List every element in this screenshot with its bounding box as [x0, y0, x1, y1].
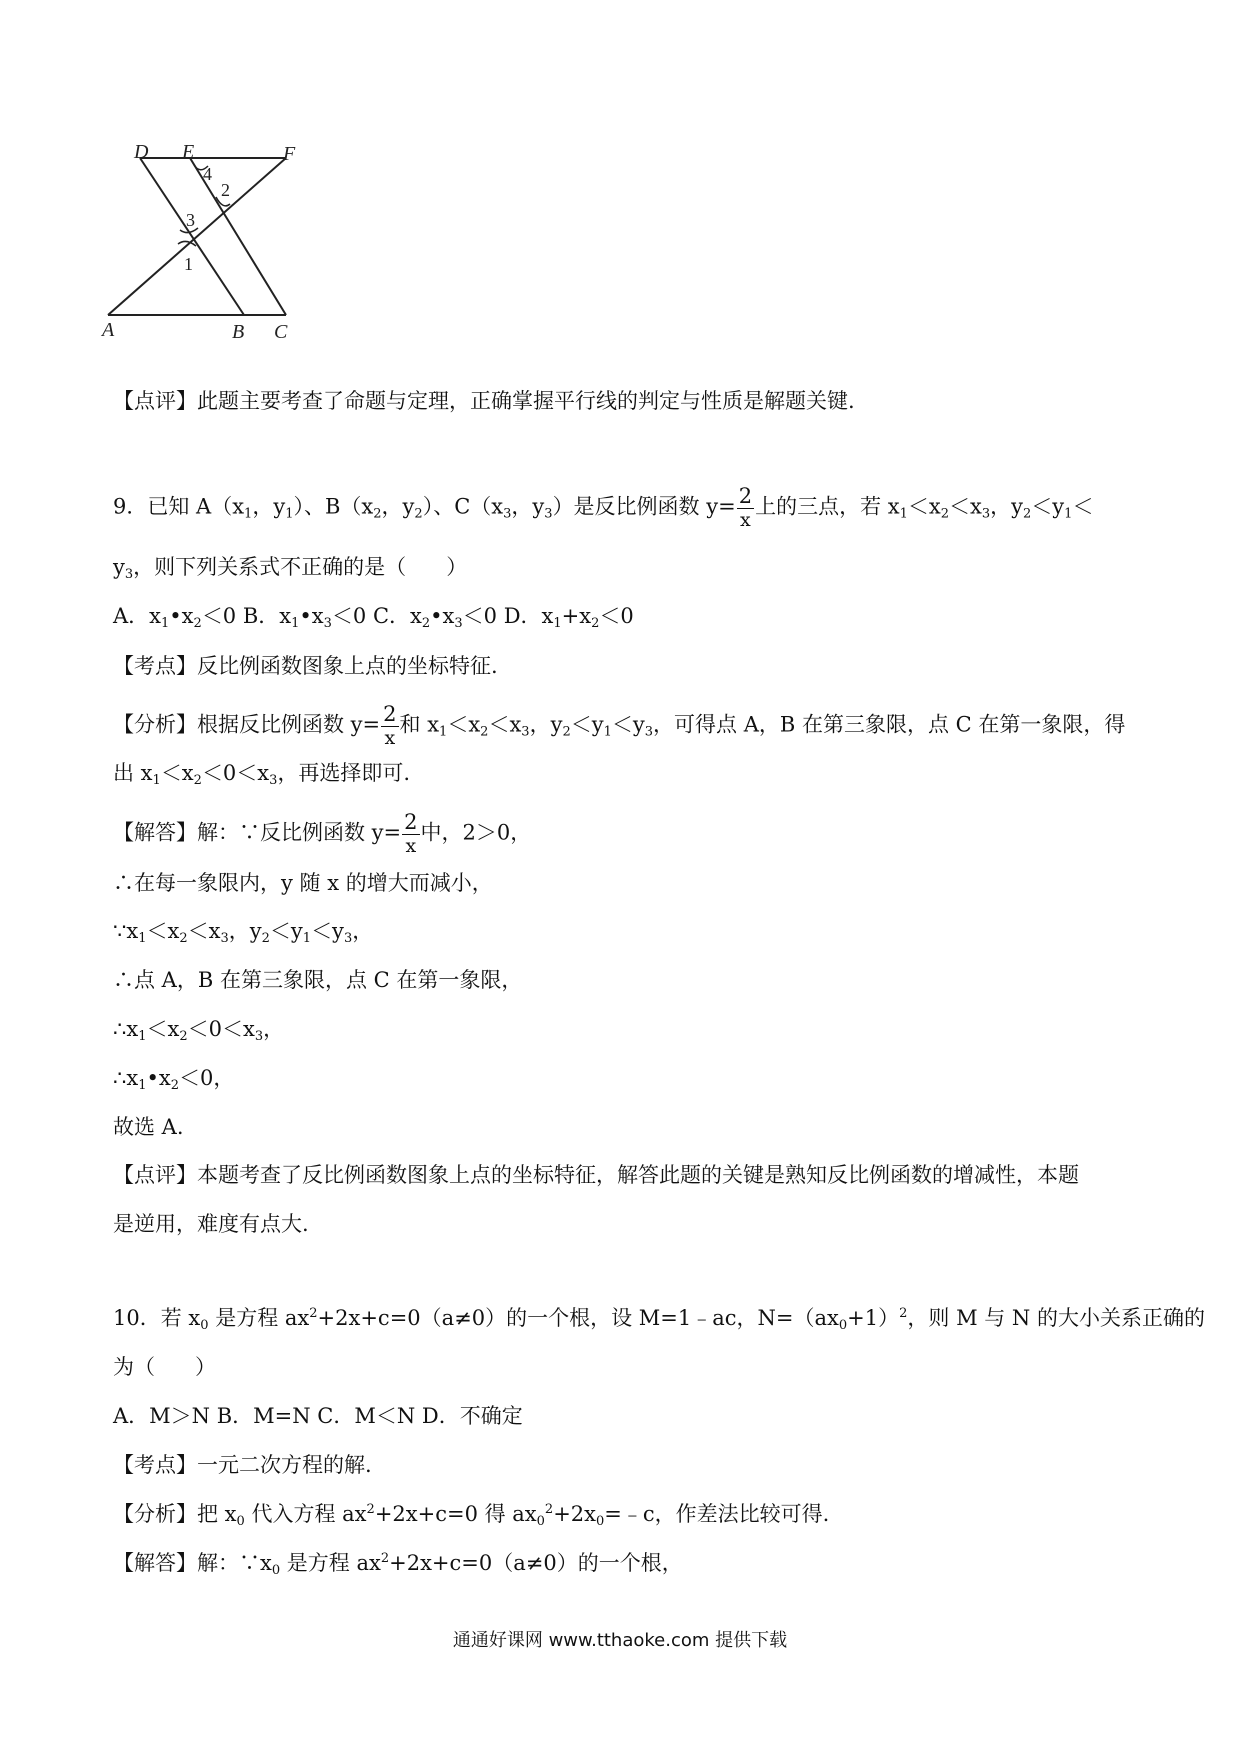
q9-analysis-line1: 【分析】根据反比例函数 y= $\frac{2}{x}$ 和 $x_1<x_2<x_3$，$y_2<y_1<y_3$，可得点 A，B 在第三象限，点 C 在第一象限，得 [113, 702, 1126, 749]
q10-answer-line1: 【解答】解：$\because x_0$ 是方程 $ax^2+2x+c=0(a\ne 0)$的一个根， [113, 1551, 683, 1578]
prev-review: 【点评】此题主要考查了命题与定理，正确掌握平行线的判定与性质是解题关键. [113, 389, 855, 413]
label-angle-4: 4 [203, 164, 212, 184]
page-footer: 通通好课网 www.tthaoke.com 提供下载 [452, 1630, 788, 1651]
q9-answer-line5: $\therefore x_1<x_2<0<x_3$， [113, 1017, 285, 1044]
q9-answer-line7: 故选 A. [113, 1115, 184, 1139]
label-e: E [182, 141, 195, 163]
q9-stem-line2: $y_3$，则下列关系式不正确的是（ ） [113, 555, 468, 582]
q9-answer-line3: $\because x_1<x_2<x_3$，$y_2<y_1<y_3$， [113, 919, 374, 946]
label-b: B [232, 321, 245, 343]
q9-answer-fraction: $\frac{2}{x}$ [404, 810, 418, 857]
label-c: C [274, 321, 288, 343]
label-angle-1: 1 [184, 254, 193, 274]
q10-stem-line1: 10．若 $x_0$ 是方程 $ax^2+2x+c=0(a\ne 0)$的一个根，设 M=1﹣ac，$N=(ax_0+1)^2$，则 M 与 N 的大小关系正确的 [113, 1306, 1205, 1333]
q9-review-line2: 是逆用，难度有点大. [113, 1212, 309, 1236]
q9-kaodian: 【考点】反比例函数图象上点的坐标特征. [113, 654, 498, 678]
q9-answer-line2: ∴在每一象限内，y 随 x 的增大而减小， [113, 871, 493, 895]
q10-options: A．M＞N B．M=N C．M＜N D．不确定 [113, 1404, 523, 1428]
q9-analysis-line2: 出 $x_1<x_2<0<x_3$，再选择即可. [113, 761, 411, 788]
q9-answer-line4: ∴点 A，B 在第三象限，点 C 在第一象限， [113, 968, 523, 992]
line-af [108, 158, 286, 315]
geometry-figure [102, 141, 328, 350]
q9-analysis-fraction: $\frac{2}{x}$ [383, 702, 397, 749]
q10-analysis: 【分析】把 $x_0$ 代入方程 $ax^2+2x+c=0$ 得 $ax_0^2+2x_0=﹣c$，作差法比较可得. [113, 1502, 830, 1529]
label-f: F [283, 143, 296, 165]
q9-answer-line6: $\therefore x_1•x_2<0$， [113, 1066, 235, 1093]
q9-answer-line1: 【解答】解：∵反比例函数 y= $\frac{2}{x}$ 中，2＞0， [113, 810, 532, 857]
label-d: D [134, 141, 149, 163]
q9-review-line1: 【点评】本题考查了反比例函数图象上点的坐标特征，解答此题的关键是熟知反比例函数的增减性，本题 [113, 1163, 1079, 1187]
label-angle-3: 3 [186, 210, 195, 230]
q9-options: A．$x_1•x_2<0$ B．$x_1•x_3<0$ C．$x_2•x_3<0$ D．$x_1+x_2<0$ [113, 604, 634, 631]
q9-stem-line1: 9．已知 $A(x_1$，$y_1$）、$B(x_2$，$y_2$）、$C(x_3$，$y_3$）是反比例函数 y= $\frac{2}{x}$ 上的三点，若 $x_1<x_2<x_3$，$y_2<y_1<$ [113, 484, 1094, 531]
q10-stem-line2: 为（ ） [113, 1355, 217, 1379]
q9-fraction: $\frac{2}{x}$ [738, 484, 753, 531]
label-a: A [102, 319, 115, 341]
q10-kaodian: 【考点】一元二次方程的解. [113, 1453, 372, 1477]
label-angle-2: 2 [221, 180, 230, 200]
